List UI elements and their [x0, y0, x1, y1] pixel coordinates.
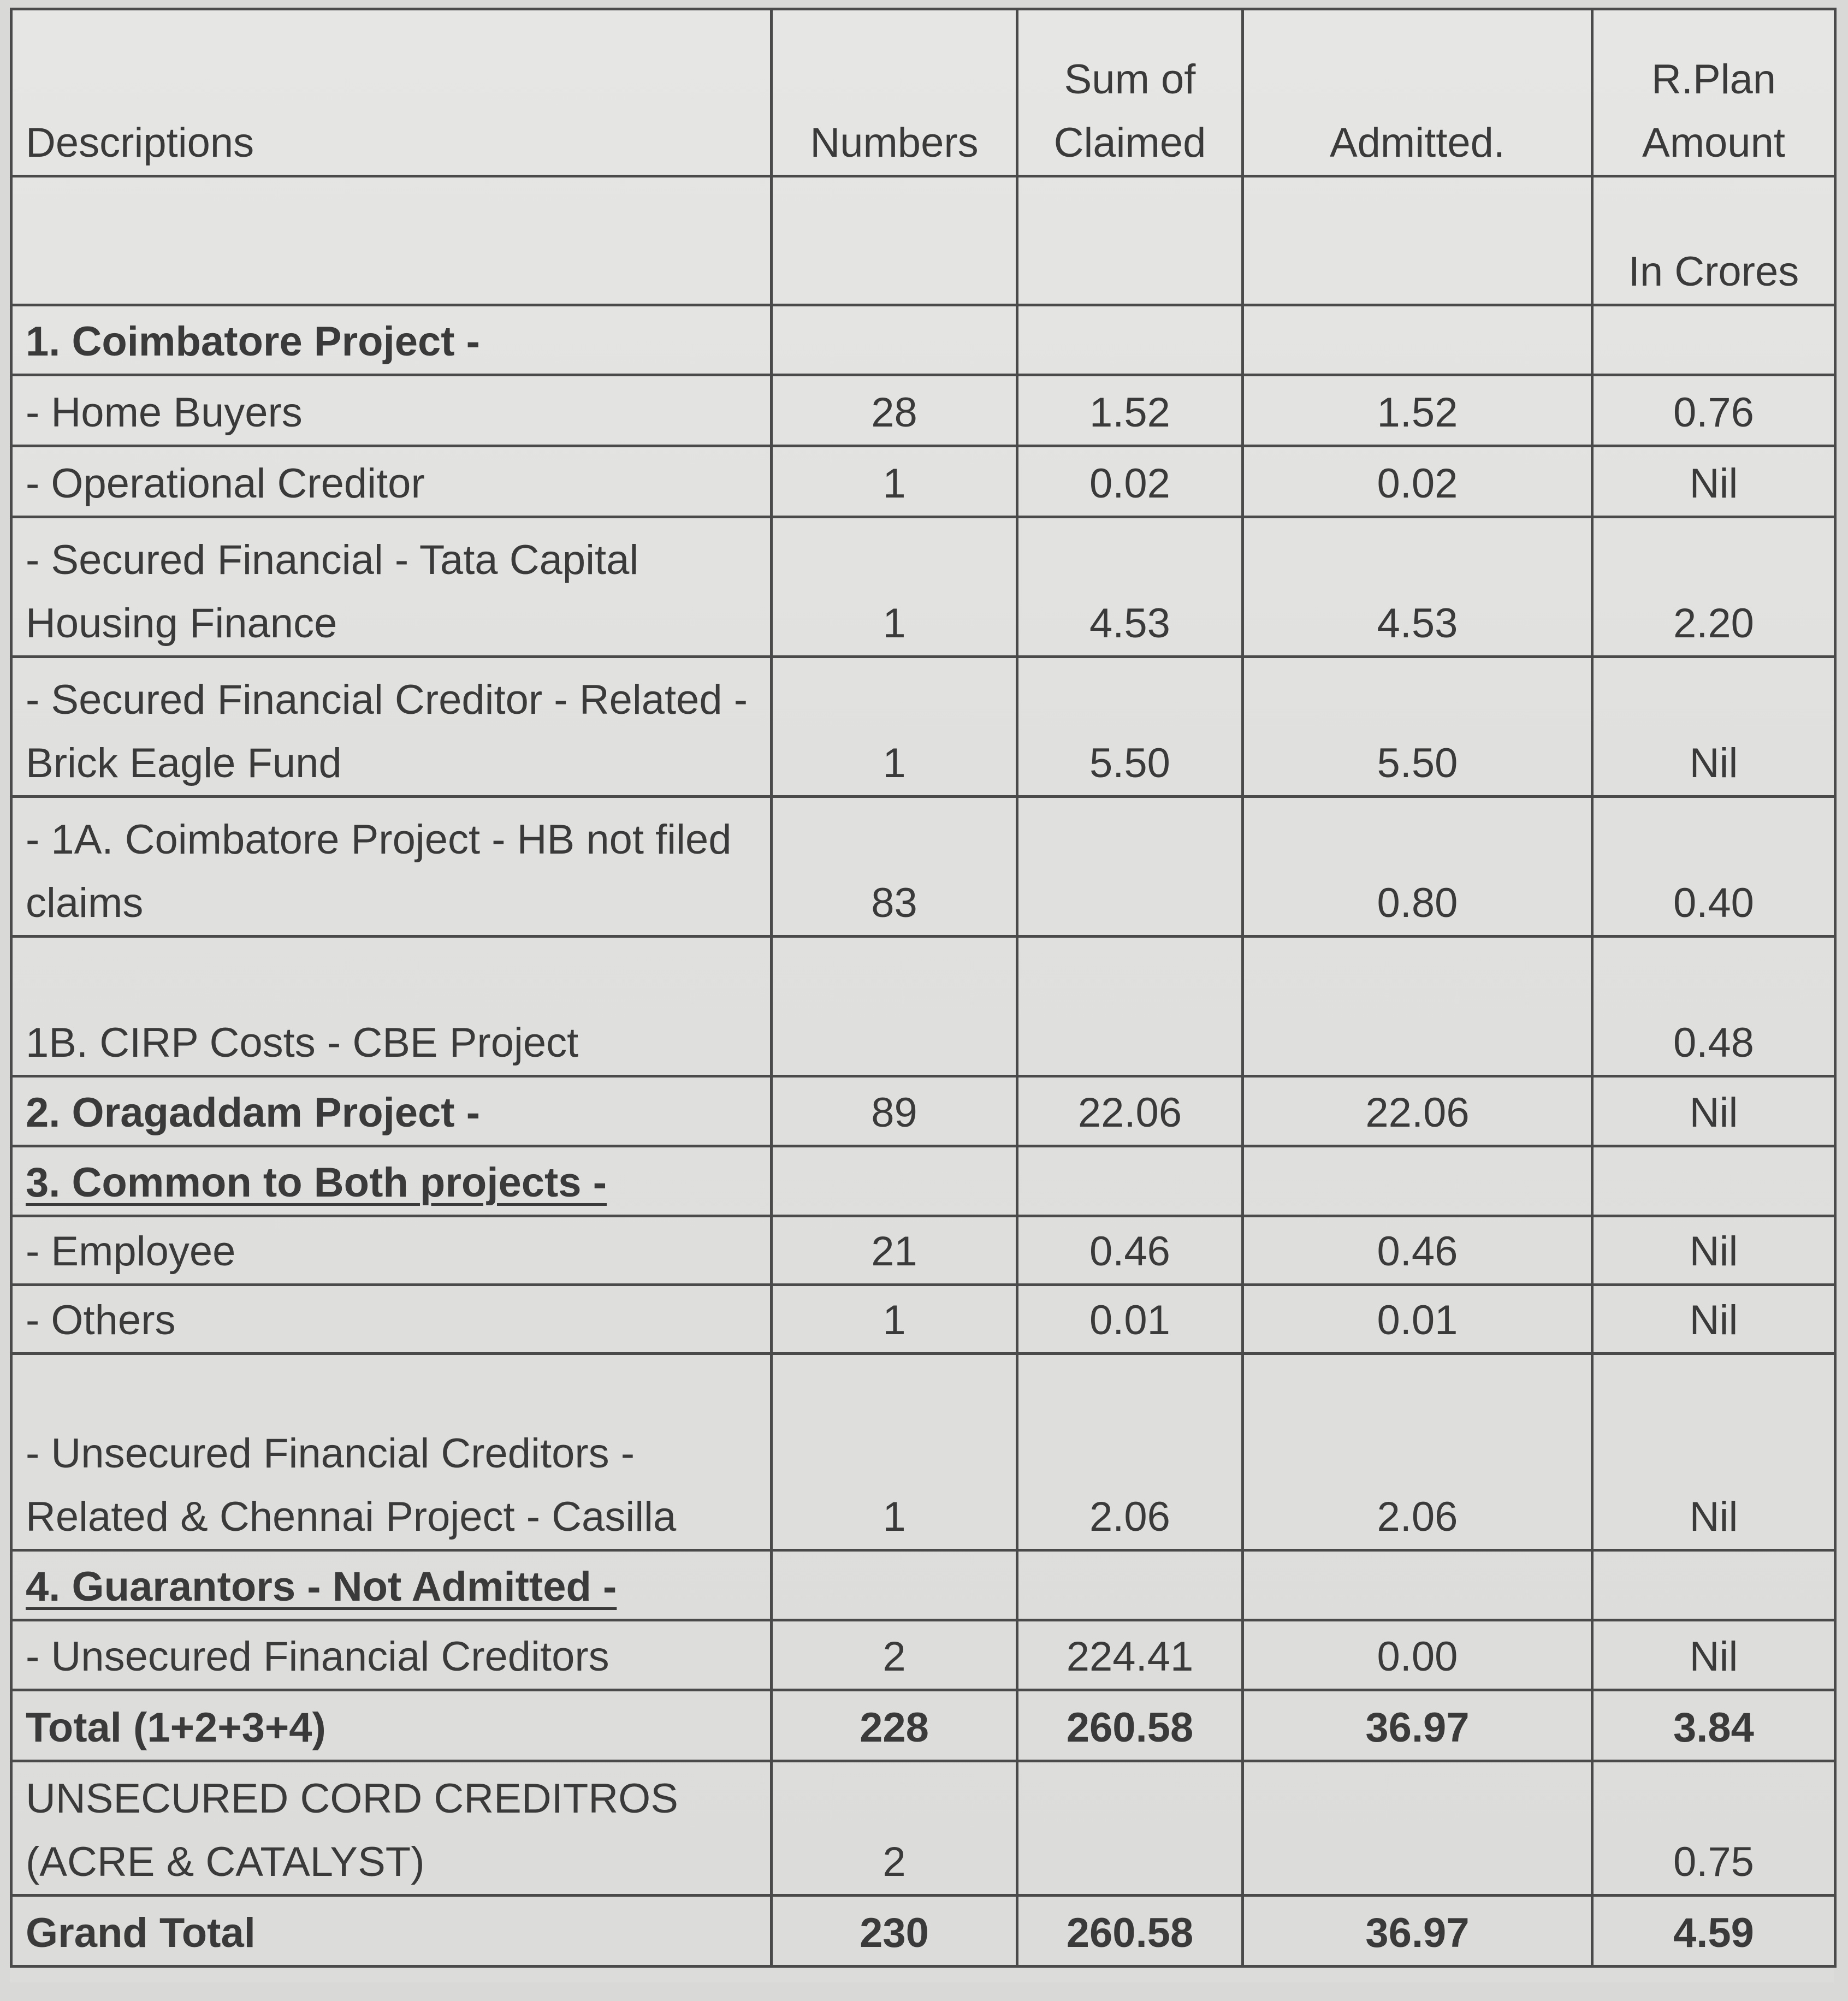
row-plan-amount: 4.59 — [1592, 1896, 1835, 1967]
row-claimed — [1017, 305, 1243, 375]
table-row — [11, 1354, 1835, 1550]
table-row — [11, 1285, 1835, 1354]
row-plan-amount: Nil — [1592, 1354, 1835, 1550]
row-claimed — [1017, 797, 1243, 937]
row-description: - Employee — [11, 1216, 772, 1285]
row-numbers: 2 — [772, 1620, 1017, 1690]
row-numbers: 89 — [772, 1076, 1017, 1146]
row-admitted: 0.46 — [1243, 1216, 1592, 1285]
row-admitted: 22.06 — [1243, 1076, 1592, 1146]
row-description — [11, 1146, 772, 1216]
row-numbers: 1 — [772, 446, 1017, 517]
header-sum-of-claimed: Sum of Claimed — [1017, 9, 1243, 176]
row-description: - 1A. Coimbatore Project - HB not filed claims — [11, 797, 772, 937]
unit-note: In Crores — [1592, 176, 1835, 305]
document-page — [10, 8, 1834, 1982]
row-numbers: 21 — [772, 1216, 1017, 1285]
unit-row — [11, 176, 1835, 305]
row-description: UNSECURED CORD CREDITROS (ACRE & CATALYST) — [11, 1761, 772, 1896]
row-description: - Secured Financial Creditor - Related - Brick Eagle Fund — [11, 657, 772, 797]
row-admitted: 0.80 — [1243, 797, 1592, 937]
row-admitted — [1243, 1146, 1592, 1216]
row-plan-amount — [1592, 305, 1835, 375]
row-claimed: 5.50 — [1017, 657, 1243, 797]
row-claimed: 260.58 — [1017, 1896, 1243, 1967]
table-row — [11, 937, 1835, 1076]
row-claimed: 224.41 — [1017, 1620, 1243, 1690]
row-description: Grand Total — [11, 1896, 772, 1967]
row-admitted: 4.53 — [1243, 517, 1592, 657]
table-row — [11, 305, 1835, 375]
row-description-text: 4. Guarantors - Not Admitted - — [26, 1564, 617, 1610]
unit-row-blank — [1243, 176, 1592, 305]
row-numbers: 230 — [772, 1896, 1017, 1967]
row-description: - Home Buyers — [11, 375, 772, 446]
row-numbers: 1 — [772, 1354, 1017, 1550]
row-plan-amount: Nil — [1592, 1285, 1835, 1354]
row-description: - Unsecured Financial Creditors — [11, 1620, 772, 1690]
table-row — [11, 1216, 1835, 1285]
row-numbers: 1 — [772, 517, 1017, 657]
row-numbers: 1 — [772, 1285, 1017, 1354]
row-description-text: 3. Common to Both projects - — [26, 1159, 607, 1206]
row-numbers: 83 — [772, 797, 1017, 937]
grand-total-row — [11, 1896, 1835, 1967]
table-row — [11, 1620, 1835, 1690]
row-admitted: 1.52 — [1243, 375, 1592, 446]
unit-row-blank — [772, 176, 1017, 305]
row-claimed: 0.01 — [1017, 1285, 1243, 1354]
row-description: - Secured Financial - Tata Capital Housing Finance — [11, 517, 772, 657]
row-description — [11, 1550, 772, 1620]
row-claimed: 0.02 — [1017, 446, 1243, 517]
row-numbers: 1 — [772, 657, 1017, 797]
row-admitted: 5.50 — [1243, 657, 1592, 797]
row-admitted: 2.06 — [1243, 1354, 1592, 1550]
table-row — [11, 375, 1835, 446]
row-plan-amount: 2.20 — [1592, 517, 1835, 657]
row-plan-amount: Nil — [1592, 1216, 1835, 1285]
table-row — [11, 657, 1835, 797]
header-descriptions: Descriptions — [11, 9, 772, 176]
row-claimed — [1017, 1146, 1243, 1216]
claims-table — [10, 8, 1837, 1968]
row-plan-amount — [1592, 1550, 1835, 1620]
header-row — [11, 9, 1835, 176]
row-admitted: 0.01 — [1243, 1285, 1592, 1354]
row-plan-amount: Nil — [1592, 657, 1835, 797]
row-claimed — [1017, 1761, 1243, 1896]
header-admitted: Admitted. — [1243, 9, 1592, 176]
row-claimed — [1017, 937, 1243, 1076]
row-description: 2. Oragaddam Project - — [11, 1076, 772, 1146]
row-claimed: 2.06 — [1017, 1354, 1243, 1550]
row-description: - Operational Creditor — [11, 446, 772, 517]
unit-row-blank — [11, 176, 772, 305]
row-numbers: 2 — [772, 1761, 1017, 1896]
row-claimed: 22.06 — [1017, 1076, 1243, 1146]
row-numbers — [772, 1550, 1017, 1620]
table-row — [11, 446, 1835, 517]
row-plan-amount: 3.84 — [1592, 1690, 1835, 1761]
row-description: - Unsecured Financial Creditors - Related & Chennai Project - Casilla — [11, 1354, 772, 1550]
table-row — [11, 517, 1835, 657]
table-row — [11, 1761, 1835, 1896]
row-admitted: 36.97 — [1243, 1690, 1592, 1761]
row-admitted: 0.02 — [1243, 446, 1592, 517]
unit-row-blank — [1017, 176, 1243, 305]
row-claimed: 4.53 — [1017, 517, 1243, 657]
row-plan-amount: 0.48 — [1592, 937, 1835, 1076]
row-admitted: 0.00 — [1243, 1620, 1592, 1690]
row-numbers: 28 — [772, 375, 1017, 446]
row-numbers — [772, 1146, 1017, 1216]
row-description: - Others — [11, 1285, 772, 1354]
row-plan-amount: 0.75 — [1592, 1761, 1835, 1896]
row-admitted — [1243, 937, 1592, 1076]
row-admitted — [1243, 1761, 1592, 1896]
table-row — [11, 797, 1835, 937]
row-numbers: 228 — [772, 1690, 1017, 1761]
table-row — [11, 1076, 1835, 1146]
header-rplan-amount: R.Plan Amount — [1592, 9, 1835, 176]
table-row — [11, 1550, 1835, 1620]
row-plan-amount: Nil — [1592, 1076, 1835, 1146]
row-plan-amount: 0.40 — [1592, 797, 1835, 937]
row-plan-amount: 0.76 — [1592, 375, 1835, 446]
row-claimed — [1017, 1550, 1243, 1620]
row-claimed: 1.52 — [1017, 375, 1243, 446]
row-description: Total (1+2+3+4) — [11, 1690, 772, 1761]
row-plan-amount — [1592, 1146, 1835, 1216]
row-numbers — [772, 937, 1017, 1076]
row-plan-amount: Nil — [1592, 1620, 1835, 1690]
header-numbers: Numbers — [772, 9, 1017, 176]
row-claimed: 260.58 — [1017, 1690, 1243, 1761]
row-admitted: 36.97 — [1243, 1896, 1592, 1967]
row-claimed: 0.46 — [1017, 1216, 1243, 1285]
row-description: 1. Coimbatore Project - — [11, 305, 772, 375]
total-row — [11, 1690, 1835, 1761]
table-row — [11, 1146, 1835, 1216]
row-numbers — [772, 305, 1017, 375]
row-plan-amount: Nil — [1592, 446, 1835, 517]
row-admitted — [1243, 305, 1592, 375]
row-admitted — [1243, 1550, 1592, 1620]
row-description: 1B. CIRP Costs - CBE Project — [11, 937, 772, 1076]
